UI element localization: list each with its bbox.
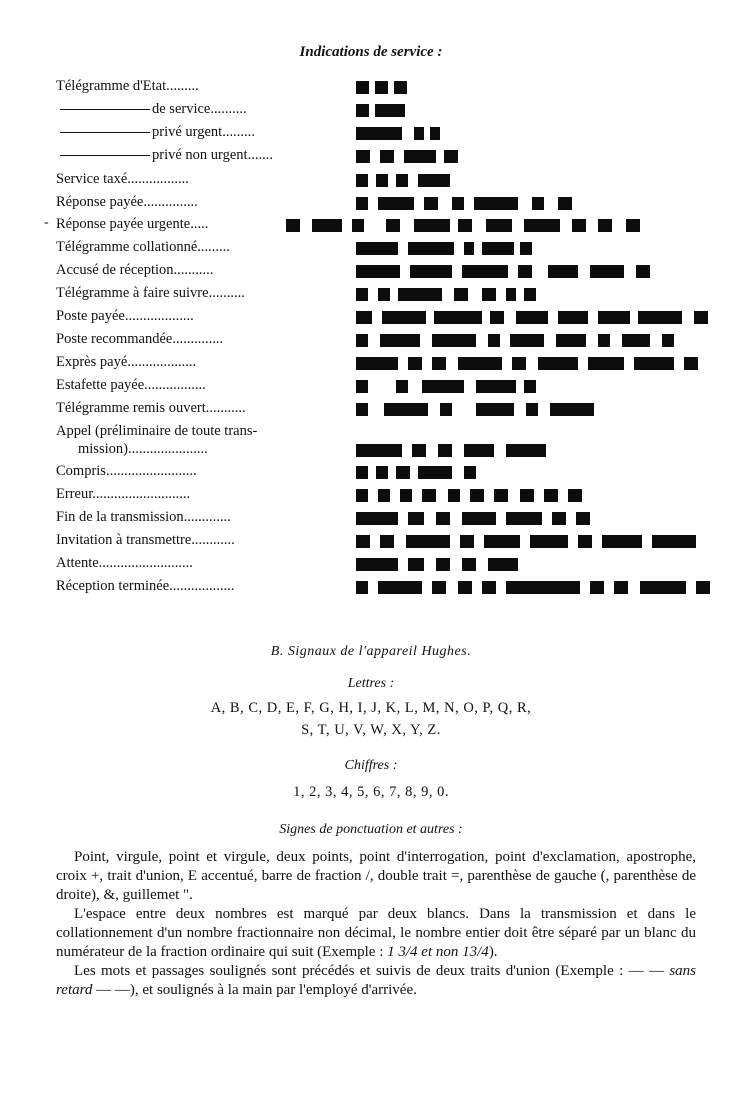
letters-line-2: S, T, U, V, W, X, Y, Z. xyxy=(301,722,441,738)
signal-bar xyxy=(382,311,426,324)
service-row xyxy=(0,531,742,553)
signal-bar xyxy=(396,380,408,393)
signal-bar xyxy=(474,197,518,210)
signal-bar xyxy=(482,288,496,301)
service-row xyxy=(0,261,742,283)
service-label: Accusé de réception........... xyxy=(56,262,214,278)
signal-bar xyxy=(406,535,450,548)
signal-bar xyxy=(696,581,710,594)
signal-bar xyxy=(494,489,508,502)
signal-bar xyxy=(526,403,538,416)
service-row xyxy=(0,376,742,398)
service-row xyxy=(0,146,742,168)
signal-bar xyxy=(482,581,496,594)
signal-bar xyxy=(352,219,364,232)
signal-bar xyxy=(556,334,586,347)
signal-bar xyxy=(356,288,368,301)
signal-bar xyxy=(464,242,474,255)
signal-bar xyxy=(640,581,686,594)
service-row xyxy=(0,307,742,329)
signal-bar xyxy=(394,81,407,94)
signal-bar xyxy=(432,357,446,370)
signal-bar xyxy=(376,466,388,479)
body-text xyxy=(56,848,696,1000)
service-label: Fin de la transmission............. xyxy=(56,509,231,525)
service-label: Erreur........................... xyxy=(56,486,191,502)
service-label: Compris......................... xyxy=(56,463,197,479)
signal-bar xyxy=(462,265,508,278)
signal-bar xyxy=(414,127,424,140)
signal-bar xyxy=(470,489,484,502)
signal-bar xyxy=(462,512,496,525)
signal-bar xyxy=(356,104,369,117)
signal-bar xyxy=(422,380,464,393)
signal-bar xyxy=(356,81,369,94)
service-label: mission)...................... xyxy=(78,441,208,457)
signal-bar xyxy=(516,311,548,324)
signal-bar xyxy=(636,265,650,278)
signal-bar xyxy=(356,311,372,324)
service-label: Estafette payée................. xyxy=(56,377,206,393)
signal-bar xyxy=(544,489,558,502)
signal-bar xyxy=(626,219,640,232)
signal-bar xyxy=(356,512,398,525)
service-label: Poste payée................... xyxy=(56,308,194,324)
signal-bar xyxy=(506,512,542,525)
signal-bar xyxy=(444,150,458,163)
signal-bar xyxy=(454,288,468,301)
signal-bar xyxy=(652,535,696,548)
signal-bar xyxy=(356,174,368,187)
service-label: Télégramme collationné......... xyxy=(56,239,230,255)
service-row xyxy=(0,508,742,530)
signal-bar xyxy=(684,357,698,370)
service-row xyxy=(0,330,742,352)
signal-bar xyxy=(486,219,512,232)
signal-bar xyxy=(418,174,450,187)
service-row xyxy=(0,193,742,215)
signal-bar xyxy=(356,444,402,457)
service-label: Réception terminée.................. xyxy=(56,578,235,594)
signal-bar xyxy=(438,444,452,457)
signal-bar xyxy=(694,311,708,324)
signal-bar xyxy=(356,581,368,594)
signal-bar xyxy=(440,403,452,416)
signal-bar xyxy=(452,197,464,210)
service-row xyxy=(0,238,742,260)
signal-bar xyxy=(356,535,370,548)
signal-bar xyxy=(380,150,394,163)
signal-bar xyxy=(638,311,682,324)
signal-bar xyxy=(460,535,474,548)
signal-bar xyxy=(552,512,566,525)
signal-bar xyxy=(488,558,518,571)
signal-bar xyxy=(375,81,388,94)
service-label: Exprès payé................... xyxy=(56,354,197,370)
signal-bar xyxy=(524,380,536,393)
signal-bar xyxy=(576,512,590,525)
signal-bar xyxy=(530,535,568,548)
signal-bar xyxy=(356,242,398,255)
service-row xyxy=(0,462,742,484)
signal-bar xyxy=(510,334,544,347)
service-label: Invitation à transmettre............ xyxy=(56,532,235,548)
signal-bar xyxy=(436,512,450,525)
service-row xyxy=(0,100,742,122)
signal-bar xyxy=(448,489,460,502)
signal-bar xyxy=(378,489,390,502)
signal-bar xyxy=(462,558,476,571)
digits-title: Chiffres : xyxy=(344,758,398,773)
service-label: Télégramme d'Etat......... xyxy=(56,78,199,94)
service-row xyxy=(0,284,742,306)
service-label: privé urgent......... xyxy=(152,124,255,140)
signal-bar xyxy=(532,197,544,210)
service-row xyxy=(0,399,742,421)
signal-bar xyxy=(356,489,368,502)
service-row xyxy=(0,170,742,192)
signal-bar xyxy=(286,219,300,232)
signal-bar xyxy=(424,197,438,210)
signal-bar xyxy=(590,581,604,594)
service-row xyxy=(0,77,742,99)
letters-title: Lettres : xyxy=(347,676,395,691)
letters-line-1: A, B, C, D, E, F, G, H, I, J, K, L, M, N, O, P, Q, R, xyxy=(210,700,532,716)
spacing-paragraph: L'espace entre deux nombres est marqué par deux blancs. Dans la transmission et dans le collationnement d'un nombre fractionnaire non décimal, le nombre entier doit être séparé par un blanc du numérateur de la fraction ordinaire qui suit (Exemple : 1 3/4 et non 13/4). xyxy=(56,906,696,960)
signal-bar xyxy=(524,288,536,301)
signal-bar xyxy=(458,357,502,370)
example-underlined: sans retard xyxy=(56,963,696,998)
signal-bar xyxy=(356,380,368,393)
service-indications-title: Indications de service : xyxy=(299,44,443,60)
signal-bar xyxy=(378,581,422,594)
signal-bar xyxy=(662,334,674,347)
signal-bar xyxy=(378,288,390,301)
signal-bar xyxy=(356,558,398,571)
signal-bar xyxy=(482,242,514,255)
signal-bar xyxy=(418,466,452,479)
signal-bar xyxy=(602,535,642,548)
signal-bar xyxy=(356,197,368,210)
signal-bar xyxy=(518,265,532,278)
signal-bar xyxy=(430,127,440,140)
underline-paragraph: Les mots et passages soulignés sont précédés et suivis de deux traits d'union (Exemple : — — sans retard — —), et soulignés à la main par l'employé d'arrivée. xyxy=(56,963,696,998)
service-row xyxy=(0,485,742,507)
signal-bar xyxy=(506,288,516,301)
signal-bar xyxy=(548,265,578,278)
signal-bar xyxy=(558,311,588,324)
signal-bar xyxy=(590,265,624,278)
signal-bar xyxy=(356,150,370,163)
service-label: Télégramme remis ouvert........... xyxy=(56,400,246,416)
service-row xyxy=(0,353,742,375)
signal-bar xyxy=(464,466,476,479)
signal-bar xyxy=(538,357,578,370)
service-label: Réponse payée urgente..... xyxy=(56,216,209,232)
signal-bar xyxy=(398,288,442,301)
signal-bar xyxy=(436,558,450,571)
signal-bar xyxy=(578,535,592,548)
signal-bar xyxy=(378,197,414,210)
signal-bar xyxy=(356,334,368,347)
signal-bar xyxy=(476,380,516,393)
signal-bar xyxy=(400,489,412,502)
signal-bar xyxy=(408,558,424,571)
signal-bar xyxy=(414,219,450,232)
signal-bar xyxy=(464,444,494,457)
service-label: Réponse payée............... xyxy=(56,194,198,210)
signal-bar xyxy=(432,581,446,594)
signal-bar xyxy=(614,581,628,594)
signal-bar xyxy=(588,357,624,370)
signal-bar xyxy=(410,265,452,278)
signal-bar xyxy=(356,403,368,416)
signal-bar xyxy=(356,127,402,140)
service-label: Attente.......................... xyxy=(56,555,193,571)
punctuation-title: Signes de ponctuation et autres : xyxy=(279,822,463,837)
service-label: Appel (préliminaire de toute trans- xyxy=(56,423,258,439)
digits-line: 1, 2, 3, 4, 5, 6, 7, 8, 9, 0. xyxy=(293,784,449,800)
signal-bar xyxy=(598,334,610,347)
service-row xyxy=(0,554,742,576)
signal-bar xyxy=(598,311,630,324)
signal-bar xyxy=(524,219,560,232)
service-row xyxy=(0,215,742,237)
signal-bar xyxy=(386,219,400,232)
signal-bar xyxy=(376,174,388,187)
example-fraction: 1 3/4 et non 13/4 xyxy=(387,944,489,960)
signal-bar xyxy=(558,197,572,210)
service-label: de service.......... xyxy=(152,101,247,117)
signal-bar xyxy=(404,150,436,163)
signal-bar xyxy=(512,357,526,370)
signal-bar xyxy=(506,581,580,594)
signal-bar xyxy=(380,334,420,347)
service-label: Poste recommandée.............. xyxy=(56,331,224,347)
signal-bar xyxy=(488,334,500,347)
signal-bar xyxy=(375,104,405,117)
signal-bar xyxy=(622,334,650,347)
signal-bar xyxy=(476,403,514,416)
signal-bar xyxy=(458,581,472,594)
hughes-signals-title: B. Signaux de l'appareil Hughes. xyxy=(270,644,472,659)
signal-bar xyxy=(412,444,426,457)
signal-bar xyxy=(384,403,428,416)
signal-bar xyxy=(506,444,546,457)
service-label: Service taxé................. xyxy=(56,171,189,187)
margin-mark: - xyxy=(44,215,49,230)
signal-bar xyxy=(380,535,394,548)
signal-bar xyxy=(312,219,342,232)
signal-bar xyxy=(356,466,368,479)
signal-bar xyxy=(568,489,582,502)
signal-bar xyxy=(458,219,472,232)
signal-bar xyxy=(520,489,534,502)
signal-bar xyxy=(396,466,410,479)
signal-bar xyxy=(408,242,454,255)
signal-bar xyxy=(520,242,532,255)
signal-bar xyxy=(356,265,400,278)
signal-bar xyxy=(408,357,422,370)
signal-bar xyxy=(434,311,482,324)
punctuation-paragraph: Point, virgule, point et virgule, deux points, point d'interrogation, point d'exclamation, apostrophe, croix +, trait d'union, E accentué, barre de fraction /, double trait =, parenthèse de gauche (, parenthèse de droite), &, guillemet ". xyxy=(56,849,696,903)
signal-bar xyxy=(396,174,408,187)
signal-bar xyxy=(484,535,520,548)
service-row xyxy=(0,577,742,599)
signal-bar xyxy=(408,512,424,525)
signal-bar xyxy=(598,219,612,232)
signal-bar xyxy=(490,311,504,324)
signal-bar xyxy=(422,489,436,502)
service-label: Télégramme à faire suivre.......... xyxy=(56,285,245,301)
signal-bar xyxy=(432,334,476,347)
service-row xyxy=(0,440,742,462)
signal-bar xyxy=(572,219,586,232)
signal-bar xyxy=(550,403,594,416)
signal-bar xyxy=(356,357,398,370)
service-label: privé non urgent....... xyxy=(152,147,273,163)
signal-bar xyxy=(634,357,674,370)
service-row xyxy=(0,123,742,145)
